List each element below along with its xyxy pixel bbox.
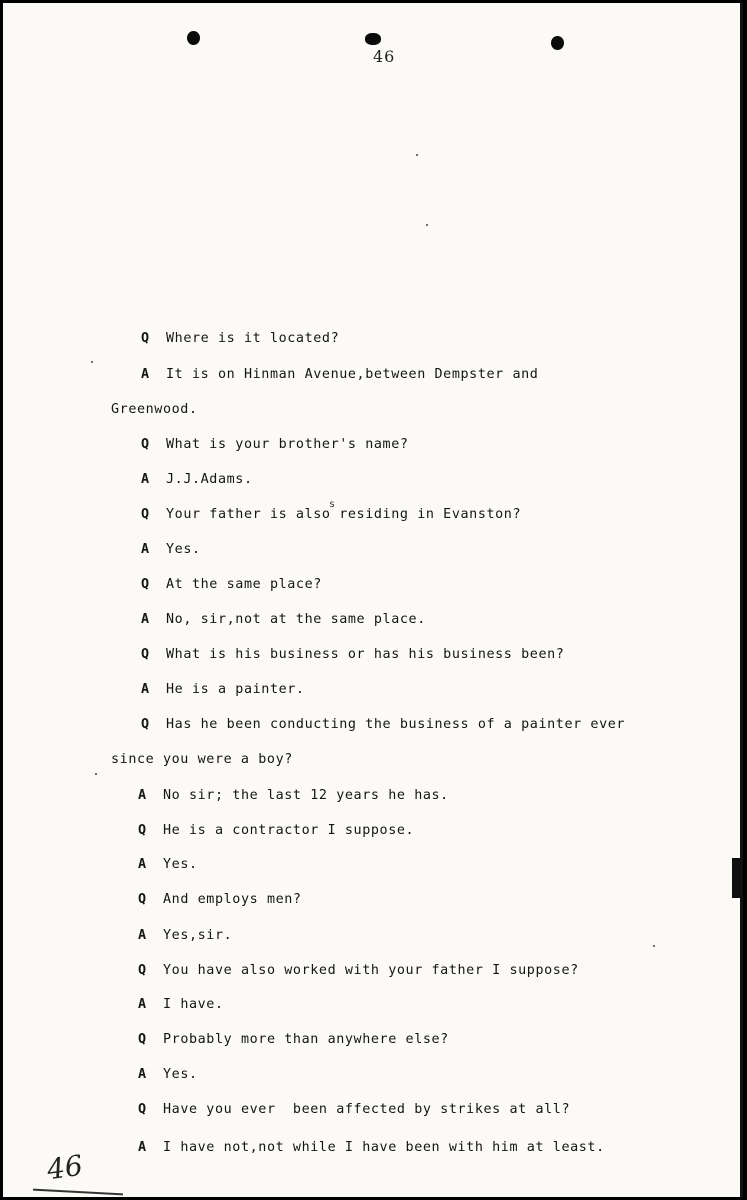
transcript-line [141,367,538,382]
speaker-label: Q [141,331,150,346]
speaker-label: A [138,788,147,803]
line-text: And employs men? [163,892,302,907]
transcript-line [138,1140,605,1155]
speaker-label: A [138,1140,147,1155]
line-text: Your father is also residing in Evanston? [166,507,522,522]
transcript-line [138,788,449,803]
transcript-line [141,331,339,346]
line-text: At the same place? [166,577,322,592]
speaker-label: A [141,472,150,487]
interlineation: s [329,499,336,510]
speaker-label: A [141,542,150,557]
transcript-line [111,752,293,767]
line-text: Have you ever been affected by strikes at all? [163,1102,571,1117]
transcript-line [138,1102,570,1117]
line-text: I have. [163,997,224,1012]
line-text: Yes. [163,857,198,872]
speaker-label: Q [138,892,147,907]
line-text: It is on Hinman Avenue,between Dempster and [166,367,539,382]
line-text: He is a painter. [166,682,305,697]
document-page [3,3,743,1197]
speaker-label: Q [138,963,147,978]
line-text: No, sir,not at the same place. [166,612,426,627]
speaker-label: A [138,928,147,943]
speaker-label: A [141,367,150,382]
speaker-label: Q [141,437,150,452]
line-text: He is a contractor I suppose. [163,823,415,838]
transcript-line [138,1067,198,1082]
speaker-label: A [138,1067,147,1082]
transcript-line [138,857,198,872]
handwritten-page-number: 46 [44,1148,85,1187]
line-text: Greenwood. [111,402,198,417]
speaker-label: Q [138,823,147,838]
transcript-line [141,647,564,662]
transcript-line [141,437,409,452]
line-text: No sir; the last 12 years he has. [163,788,449,803]
transcript [3,3,743,1197]
transcript-line [141,577,322,592]
transcript-line [138,892,302,907]
line-text: Yes,sir. [163,928,233,943]
line-text: Where is it located? [166,331,340,346]
speaker-label: Q [138,1102,147,1117]
transcript-line [141,507,521,522]
line-text: J.J.Adams. [166,472,253,487]
speaker-label: Q [141,647,150,662]
transcript-line [138,1032,449,1047]
transcript-line [141,612,426,627]
edge-mark [732,858,740,898]
line-text: Yes. [163,1067,198,1082]
line-text: since you were a boy? [111,752,293,767]
speaker-label: A [141,682,150,697]
transcript-line [141,682,305,697]
transcript-line [141,472,253,487]
transcript-line [141,542,201,557]
transcript-line [111,402,198,417]
transcript-line [138,963,579,978]
speaker-label: A [141,612,150,627]
speaker-label: Q [141,717,150,732]
page-number: 46 [373,47,396,66]
line-text: Has he been conducting the business of a painter ever [166,717,626,732]
line-text: What is his business or has his business been? [166,647,565,662]
transcript-line [138,928,232,943]
speaker-label: Q [141,577,150,592]
line-text: What is your brother's name? [166,437,409,452]
speaker-label: A [138,857,147,872]
line-text: Yes. [166,542,201,557]
transcript-line [141,717,625,732]
speaker-label: A [138,997,147,1012]
line-text: You have also worked with your father I suppose? [163,963,579,978]
transcript-line [138,823,414,838]
line-text: Probably more than anywhere else? [163,1032,449,1047]
speaker-label: Q [138,1032,147,1047]
line-text: I have not,not while I have been with him at least. [163,1140,605,1155]
transcript-line [138,997,224,1012]
speaker-label: Q [141,507,150,522]
